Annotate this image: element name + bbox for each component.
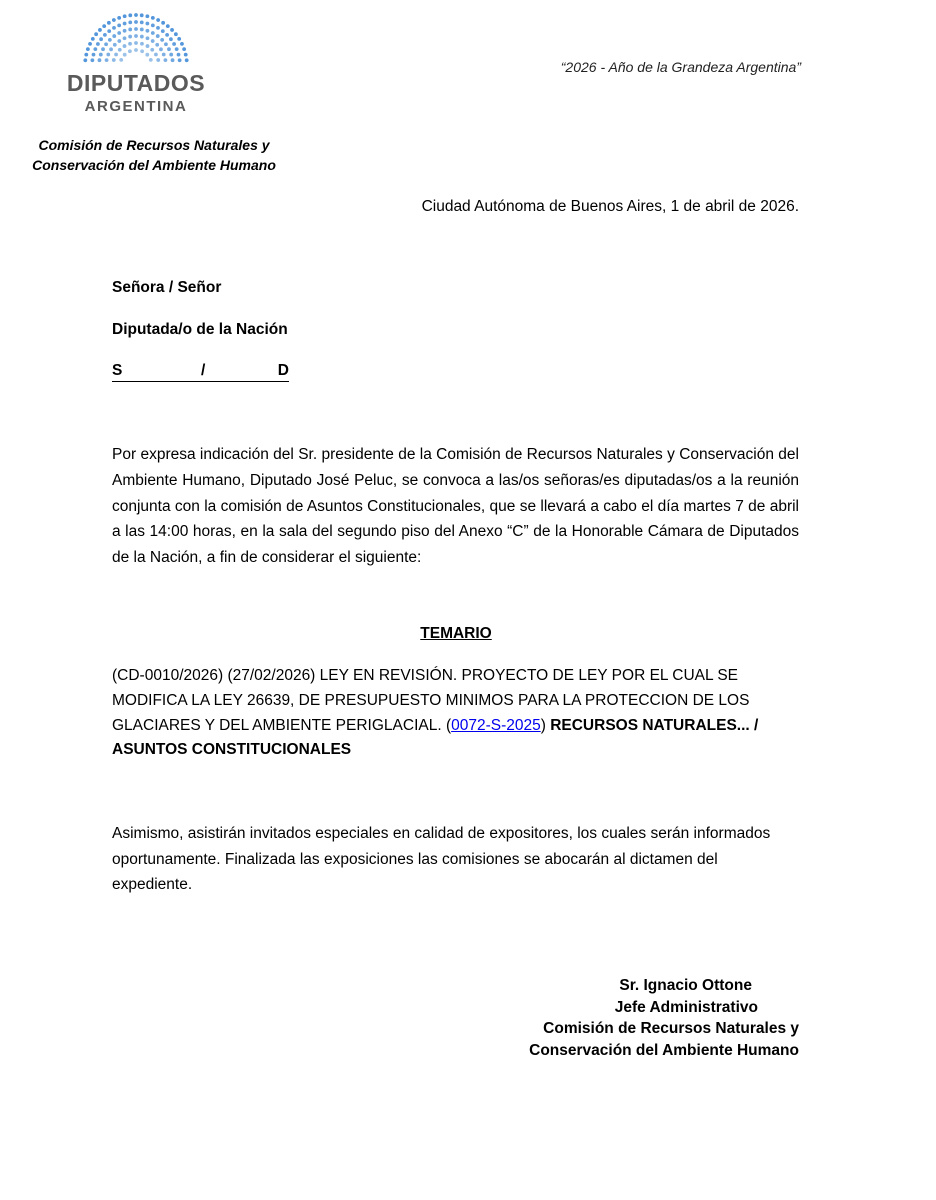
hemicycle-dot	[134, 48, 138, 52]
hemicycle-dot	[90, 58, 94, 62]
hemicycle-dot	[88, 42, 92, 46]
hemicycle-dot	[99, 53, 103, 57]
hemicycle-dot	[102, 24, 106, 28]
hemicycle-dot	[177, 53, 181, 57]
temario-item	[112, 664, 802, 763]
hemicycle-dot	[166, 24, 170, 28]
hemicycle-dot	[117, 16, 121, 20]
hemicycle-dot	[117, 39, 121, 43]
expediente-link[interactable]: 0072-S-2025	[451, 716, 541, 734]
hemicycle-dot	[114, 53, 118, 57]
hemicycle-dot	[169, 53, 173, 57]
hemicycle-dot	[123, 22, 127, 26]
hemicycle-dot	[177, 37, 181, 41]
hemicycle-dot	[104, 42, 108, 46]
hemicycle-dot	[107, 29, 111, 33]
hemicycle-dot	[128, 49, 132, 53]
hemicycle-dot	[180, 42, 184, 46]
hemicycle-dot	[182, 47, 186, 51]
hemicycle-dot	[156, 58, 160, 62]
hemicycle-dot	[128, 35, 132, 39]
hemicycle-dot	[99, 37, 103, 41]
signer-org-line1: Comisión de Recursos Naturales y	[543, 1020, 799, 1037]
hemicycle-dot	[159, 47, 163, 51]
committee-heading	[26, 135, 282, 175]
hemicycle-dot	[103, 33, 107, 37]
hemicycle-dot	[112, 26, 116, 30]
hemicycle-dot	[170, 28, 174, 32]
hemicycle-dot	[108, 38, 112, 42]
hemicycle-dot	[160, 38, 164, 42]
hemicycle-dot	[164, 42, 168, 46]
logo-wordmark: DIPUTADOS	[66, 70, 206, 96]
hemicycle-dot	[169, 37, 173, 41]
hemicycle-dot	[123, 53, 127, 57]
signer-role: Jefe Administrativo	[614, 998, 758, 1016]
hemicycle-dot	[140, 49, 144, 53]
hemicycle-dot	[151, 31, 155, 35]
hemicycle-dot	[105, 58, 109, 62]
hemicycle-dot	[84, 53, 88, 57]
hemicycle-dot	[165, 33, 169, 37]
hemicycle-dot	[112, 58, 116, 62]
hemicycle-dot	[154, 53, 158, 57]
hemicycle-dot	[134, 34, 138, 38]
hemicycle-dot	[92, 53, 96, 57]
hemicycle-dot	[140, 35, 144, 39]
hemicycle-dot	[91, 37, 95, 41]
temario-title: TEMARIO	[420, 625, 492, 642]
hemicycle-dot	[172, 42, 176, 46]
hemicycle-dot	[134, 13, 138, 17]
signer-name: Sr. Ignacio Ottone	[619, 977, 752, 994]
hemicycle-dot	[156, 18, 160, 22]
sd-d: D	[277, 362, 289, 379]
hemicycle-dot	[98, 58, 102, 62]
hemicycle-dot	[112, 34, 116, 38]
hemicycle-dot	[185, 58, 189, 62]
signer-org-line2: Conservación del Ambiente Humano	[529, 1041, 799, 1059]
hemicycle-dot	[140, 42, 144, 46]
hemicycle-dot	[86, 47, 90, 51]
hemicycle-dot	[167, 47, 171, 51]
hemicycle-dot	[164, 58, 168, 62]
committee-heading-line1: Comisión de Recursos Naturales y	[38, 137, 270, 153]
hemicycle-dot	[162, 53, 166, 57]
hemicycle-dot	[123, 44, 127, 48]
hemicycle-dot	[175, 47, 179, 51]
hemicycle-dot	[106, 53, 110, 57]
hemicycle-dot	[146, 44, 150, 48]
date-line: Ciudad Autónoma de Buenos Aires, 1 de abril de 2026.	[421, 198, 799, 215]
closing-paragraph: Asimismo, asistirán invitados especiales en calidad de expositores, los cuales serán informados oportunamente. Finalizada las exposiciones las comisiones se abocarán al dictamen del expediente.	[112, 825, 771, 893]
hemicycle-dot	[134, 20, 138, 24]
hemicycle-dot	[128, 13, 132, 17]
hemicycle-dot	[128, 28, 132, 32]
hemicycle-dot	[117, 31, 121, 35]
hemicycle-dot	[109, 47, 113, 51]
convocation-paragraph: Por expresa indicación del Sr. presidente de la Comisión de Recursos Naturales y Conservación del Ambiente Humano, Diputado José Peluc, se convoca a las/os señoras/es diputadas/os a la reunión conjunta con la comisión de Asuntos Constitucionales, que se llevará a cabo el día martes 7 de abril a las 14:00 horas, en la sala del segundo piso del Anexo “C” de la Honorable Cámara de Diputados de la Nación, a fin de considerar el siguiente:	[112, 446, 799, 567]
hemicycle-dot	[146, 29, 150, 33]
hemicycle-dot	[134, 27, 138, 31]
hemicycle-dot	[155, 43, 159, 47]
hemicycle-dot	[145, 53, 149, 57]
hemicycle-dot	[117, 23, 121, 27]
temario-text-after: )	[540, 716, 551, 734]
hemicycle-dot	[149, 58, 153, 62]
hemicycle-dot	[178, 58, 182, 62]
hemicycle-dot	[119, 58, 123, 62]
temario-text: (CD-0010/2026) (27/02/2026) LEY EN REVISIÓN. PROYECTO DE LEY POR EL CUAL SE MODIFICA LA LEY 26639, DE PRESUPUESTO MINIMOS PARA LA PROTECCION DE LOS GLACIARES Y DEL AMBIENTE PERIGLACIAL. (	[112, 667, 750, 734]
hemicycle-dot	[128, 42, 132, 46]
hemicycle-dot	[98, 28, 102, 32]
hemicycle-dot	[123, 36, 127, 40]
logo-subtitle: ARGENTINA	[84, 98, 188, 115]
hemicycle-dot	[145, 22, 149, 26]
signature-block	[509, 975, 799, 1061]
hemicycle-dot	[151, 23, 155, 27]
hemicycle-dot	[128, 20, 132, 24]
hemicycle-dot	[150, 48, 154, 52]
sd-s: S	[112, 362, 123, 379]
hemicycle-dot	[93, 47, 97, 51]
hemicycle-dot	[83, 58, 87, 62]
hemicycle-dot	[171, 58, 175, 62]
su-despacho-line	[112, 362, 289, 382]
hemicycle-dot	[151, 39, 155, 43]
hemicycle-icon	[80, 6, 192, 68]
hemicycle-dot	[94, 32, 98, 36]
hemicycle-dot	[112, 18, 116, 22]
hemicycle-dot	[161, 29, 165, 33]
diputados-logo	[66, 6, 206, 115]
hemicycle-dot	[151, 16, 155, 20]
hemicycle-dot	[101, 47, 105, 51]
hemicycle-dot	[123, 14, 127, 18]
hemicycle-dot	[123, 29, 127, 33]
hemicycle-dot	[146, 36, 150, 40]
recipient-salutation: Señora / Señor	[112, 279, 222, 296]
hemicycle-dot	[107, 21, 111, 25]
hemicycle-dot	[156, 26, 160, 30]
sd-slash: /	[201, 362, 206, 379]
recipient-title: Diputada/o de la Nación	[112, 321, 288, 338]
hemicycle-dot	[140, 28, 144, 32]
hemicycle-dot	[184, 53, 188, 57]
hemicycle-dot	[96, 42, 100, 46]
hemicycle-dot	[140, 13, 144, 17]
hemicycle-dot	[118, 48, 122, 52]
hemicycle-dot	[145, 14, 149, 18]
hemicycle-dot	[140, 20, 144, 24]
hemicycle-dot	[161, 21, 165, 25]
hemicycle-dot	[156, 34, 160, 38]
year-motto: “2026 - Año de la Grandeza Argentina”	[560, 59, 801, 75]
committee-heading-line2: Conservación del Ambiente Humano	[32, 157, 276, 173]
hemicycle-dot	[134, 41, 138, 45]
temario-committees: RECURSOS NATURALES... / ASUNTOS CONSTITUCIONALES	[112, 716, 759, 759]
hemicycle-dot	[174, 32, 178, 36]
hemicycle-dot	[113, 43, 117, 47]
